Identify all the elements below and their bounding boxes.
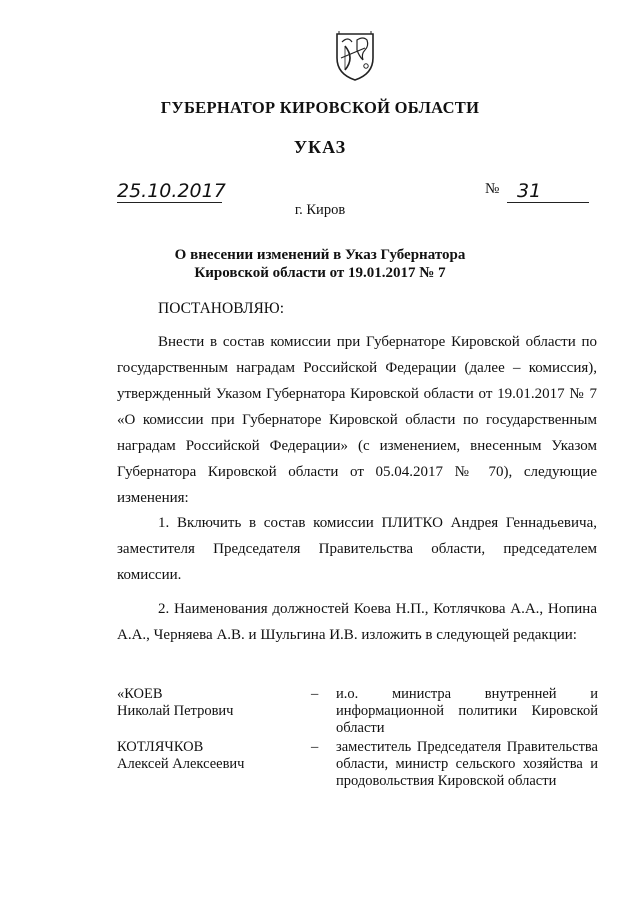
number-label: № [485,181,500,197]
member-name [117,686,307,720]
member-given-names: Николай Петрович [117,703,234,719]
document-number: 31 [507,180,589,203]
document-type: УКАЗ [293,137,347,157]
member-surname: КОТЛЯЧКОВ [117,739,204,755]
list-item-2: 2. Наименования должностей Коева Н.П., Котлячкова А.А., Нопина А.А., Черняева А.В. и Шульгина И.В. изложить в следующей редакции: [117,601,597,643]
document-date: 25.10.2017 [117,180,226,202]
list-item-1: 1. Включить в состав комиссии ПЛИТКО Андрея Геннадьевича, заместителя Председателя Правительства области, председателем комиссии. [117,515,597,583]
member-role: и.о. министра внутренней и информационной политики Кировской области [336,686,598,736]
subject-line-2: Кировской области от 19.01.2017 № 7 [194,265,446,281]
member-role: заместитель Председателя Правительства области, министр сельского хозяйства и продовольствия Кировской области [336,739,598,789]
member-surname: «КОЕВ [117,686,163,702]
coat-of-arms-emblem [333,28,377,82]
subject-line-1: О внесении изменений в Указ Губернатора [174,247,466,263]
issuing-authority: ГУБЕРНАТОР КИРОВСКОЙ ОБЛАСТИ [160,98,480,117]
member-given-names: Алексей Алексеевич [117,756,245,772]
member-dash: – [311,686,319,702]
member-name [117,739,307,773]
document-subject [0,246,640,282]
issue-city: г. Киров [294,202,346,218]
decree-word: ПОСТАНОВЛЯЮ: [158,300,285,317]
paragraph-main: Внести в состав комиссии при Губернаторе Кировской области по государственным наградам Российской Федерации (далее – комиссия), утвержденный Указом Губернатора Кировской области от 19.01.2017 № 7 «О комиссии при Губернаторе Кировской области по государственным наградам Российской Федерации» (с изменением, внесенным Указом Губернатора Кировской области от 05.04.2017 № 70), следующие изменения: [117,334,597,506]
member-dash: – [311,739,319,755]
